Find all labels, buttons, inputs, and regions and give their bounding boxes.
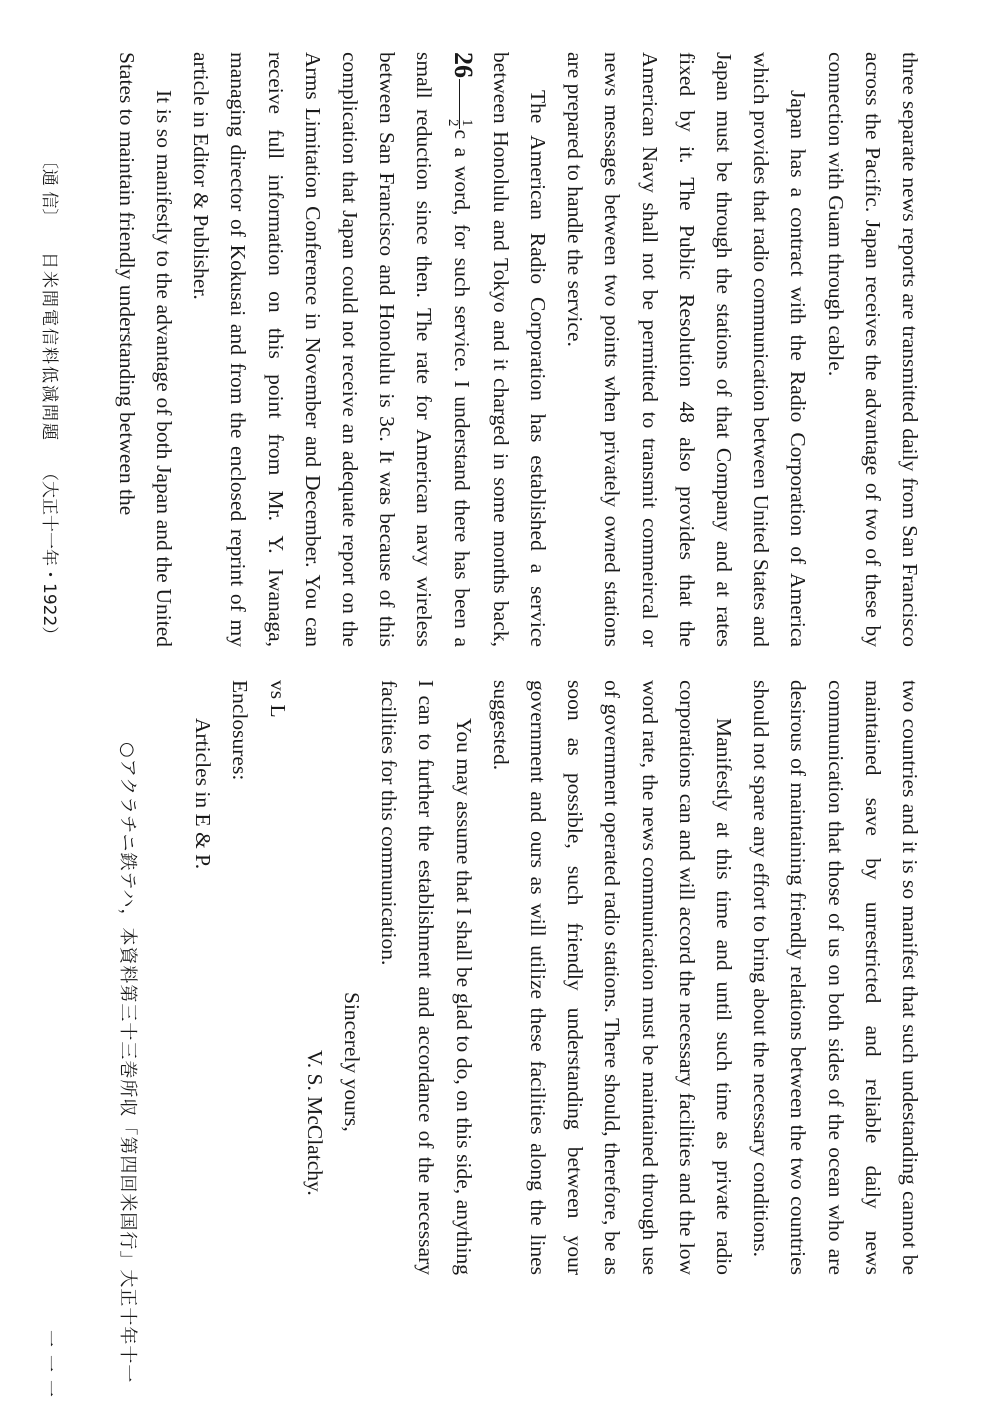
right-column [184,680,928,1275]
paragraph-continuation: three separate news reports are transmitted daily from San Francisco across the Pacific. Japan receives the advantage of two of these by connection with Guam through cable. [823,52,922,647]
rate-text-before: The American Radio Corporation has established a service between Honolulu and Tokyo and it charged in some months back, [488,52,550,647]
paragraph-assurance: You may assume that I shall be glad to do, on this side, anything I can to further the establishment and accordance of the necessary facilities for this communication. [377,680,476,1275]
paragraph-honolulu-tokyo-service [182,52,556,647]
rate-fraction-numerator: 1 [459,79,473,129]
paragraph-friendly-understanding: It is so manifestly to the advantage of both Japan and the United States to maintain friendly understanding between the [114,52,176,647]
rate-unit: c [449,129,474,140]
rate-whole: 26 [448,52,478,78]
page-number: 一一一 [39,1330,59,1405]
enclosures-item: Articles in E & P. [191,718,216,870]
footer-section-label: 〔通 信〕 [39,152,59,226]
typist-initials: vs L [265,680,290,718]
editorial-note: ○アクラチニ鉄テハ，本資料第三十三巻所収「第四回米国行」大正十年十一 [117,742,138,1384]
paragraph-government-stations: Manifestly at this time and until such time as private radio corporations can and will accord the necessary facilities and the low word rate, the news communication must be maintained through use of government operated radio stations. There should, therefore, be as soon as possible, such friendly understanding between your government and ours as will utilize these facilities along the lines suggested. [488,680,736,1275]
rate-text-after: a word, for such service. I understand there has been a small reduction since then. The rate for American navy wireless between San Francisco and Honolulu is 3c. It was because of this complication that Japan could not receive an adequate report on the Arms Limitation Conference in November and December. You can receive full information on this point from Mr. Y. Iwanaga, managing director of Kokusai and from the enclosed reprint of my article in Editor & Publisher. [189,52,474,647]
footer-title: 日米間電信料低減問題 [39,252,59,442]
footer-year: （大正十一年・1922） [39,464,59,644]
signature: V. S. McClatchy. [302,1050,327,1196]
left-column [108,52,928,647]
closing-salutation: Sincerely yours, [339,992,364,1132]
rate-fraction-denominator: 2 [445,119,461,127]
paragraph-two-countries: two countries and it is so manifest that such undestanding cannot be maintained save by unrestricted and reliable daily news communication that those of us on both sides of the ocean who are desirous of maintaining friendly relations between the two countries should not spare any effort to bring about the necessary conditions. [749,680,922,1275]
rate-fraction [446,79,473,129]
paragraph-radio-corporation-contract: Japan has a contract with the Radio Corporation of America which provides that radio communication between United States and Japan must be through the stations of that Company and at rates fixed by it. The Public Resolution 48 also provides that the American Navy shall not be permitted to transmit commeircal or news messages between two points when privately owned stations are prepared to handle the service. [563,52,811,647]
enclosures-label: Enclosures: [228,680,253,781]
